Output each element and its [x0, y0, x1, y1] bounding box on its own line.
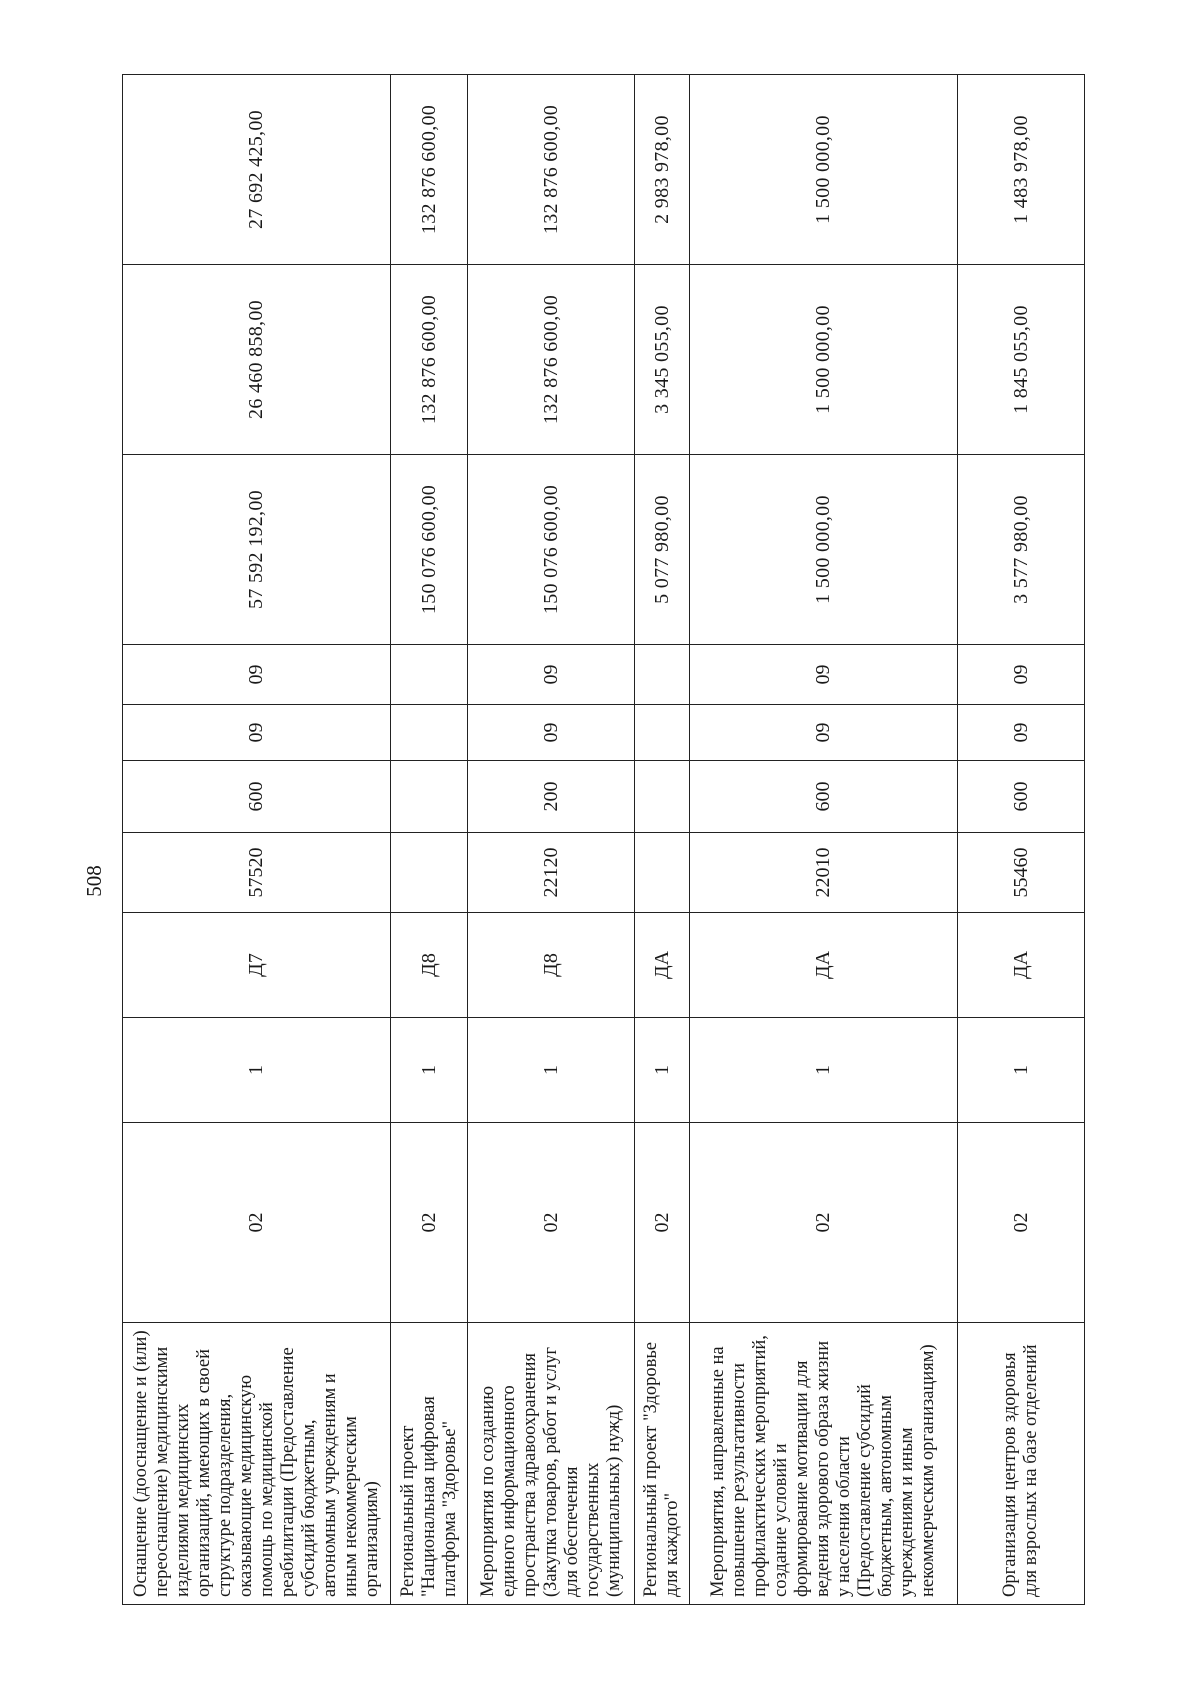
code-direction: 55460	[958, 833, 1085, 913]
code-project: ДА	[958, 913, 1085, 1018]
amount-year-3: 132 876 600,00	[391, 75, 468, 265]
amount-year-2: 26 460 858,00	[123, 265, 391, 455]
code-project: Д8	[468, 913, 635, 1018]
row-name: Оснащение (дооснащение и (или) переоснащение) медицинскими изделиями медицинских организаций, имеющих в своей структуре подразделения, оказывающие медицинскую помощь по медицинской реабилитации (Предоставление субсидий бюджетным, автономным учреждениям и иным некоммерческим организациям)	[123, 1323, 391, 1605]
amount-year-2: 1 845 055,00	[958, 265, 1085, 455]
code-expense-type	[635, 761, 690, 833]
code-section: 09	[123, 705, 391, 761]
table-row	[958, 75, 1085, 1605]
table-row	[123, 75, 391, 1605]
code-subprogram: 1	[690, 1018, 958, 1123]
amount-year-2: 132 876 600,00	[391, 265, 468, 455]
code-section: 09	[690, 705, 958, 761]
amount-year-1: 150 076 600,00	[468, 455, 635, 645]
table-row	[690, 75, 958, 1605]
code-project: ДА	[690, 913, 958, 1018]
code-program: 02	[391, 1123, 468, 1323]
code-expense-type: 600	[958, 761, 1085, 833]
code-expense-type	[391, 761, 468, 833]
amount-year-3: 2 983 978,00	[635, 75, 690, 265]
code-subsection: 09	[123, 645, 391, 705]
code-section	[391, 705, 468, 761]
code-subprogram: 1	[958, 1018, 1085, 1123]
amount-year-2: 3 345 055,00	[635, 265, 690, 455]
amount-year-1: 5 077 980,00	[635, 455, 690, 645]
amount-year-3: 1 483 978,00	[958, 75, 1085, 265]
amount-year-1: 3 577 980,00	[958, 455, 1085, 645]
amount-year-2: 1 500 000,00	[690, 265, 958, 455]
amount-year-1: 1 500 000,00	[690, 455, 958, 645]
code-program: 02	[635, 1123, 690, 1323]
page-number: 508	[82, 865, 106, 897]
table-row	[468, 75, 635, 1605]
code-expense-type: 200	[468, 761, 635, 833]
code-project: Д8	[391, 913, 468, 1018]
amount-year-3: 1 500 000,00	[690, 75, 958, 265]
amount-year-1: 150 076 600,00	[391, 455, 468, 645]
code-expense-type: 600	[123, 761, 391, 833]
code-section	[635, 705, 690, 761]
code-subsection: 09	[958, 645, 1085, 705]
code-direction	[635, 833, 690, 913]
code-section: 09	[468, 705, 635, 761]
row-name: Организация центров здоровья для взрослых на базе отделений	[958, 1323, 1085, 1605]
code-direction	[391, 833, 468, 913]
code-subsection: 09	[468, 645, 635, 705]
amount-year-3: 27 692 425,00	[123, 75, 391, 265]
code-project: ДА	[635, 913, 690, 1018]
code-subprogram: 1	[635, 1018, 690, 1123]
code-project: Д7	[123, 913, 391, 1018]
code-program: 02	[123, 1123, 391, 1323]
amount-year-1: 57 592 192,00	[123, 455, 391, 645]
code-subsection	[635, 645, 690, 705]
row-name: Региональный проект "Национальная цифровая платформа "Здоровье"	[391, 1323, 468, 1605]
code-subprogram: 1	[468, 1018, 635, 1123]
code-program: 02	[468, 1123, 635, 1323]
amount-year-3: 132 876 600,00	[468, 75, 635, 265]
code-subprogram: 1	[123, 1018, 391, 1123]
row-name: Региональный проект "Здоровье для каждого"	[635, 1323, 690, 1605]
code-section: 09	[958, 705, 1085, 761]
code-subsection: 09	[690, 645, 958, 705]
code-expense-type: 600	[690, 761, 958, 833]
budget-table-container	[122, 75, 1084, 1605]
code-program: 02	[690, 1123, 958, 1323]
code-direction: 22120	[468, 833, 635, 913]
code-direction: 57520	[123, 833, 391, 913]
table-row	[391, 75, 468, 1605]
row-name: Мероприятия по созданию единого информационного пространства здравоохранения (Закупка товаров, работ и услуг для обеспечения государственных (муниципальных) нужд)	[468, 1323, 635, 1605]
code-program: 02	[958, 1123, 1085, 1323]
budget-table	[122, 74, 1085, 1605]
amount-year-2: 132 876 600,00	[468, 265, 635, 455]
code-direction: 22010	[690, 833, 958, 913]
code-subprogram: 1	[391, 1018, 468, 1123]
code-subsection	[391, 645, 468, 705]
row-name: Мероприятия, направленные на повышение результативности профилактических мероприятий, создание условий и формирование мотивации для ведения здорового образа жизни у населения области (Предоставление субсидий бюджетным, автономным учреждениям и иным некоммерческим организациям)	[690, 1323, 958, 1605]
table-row	[635, 75, 690, 1605]
